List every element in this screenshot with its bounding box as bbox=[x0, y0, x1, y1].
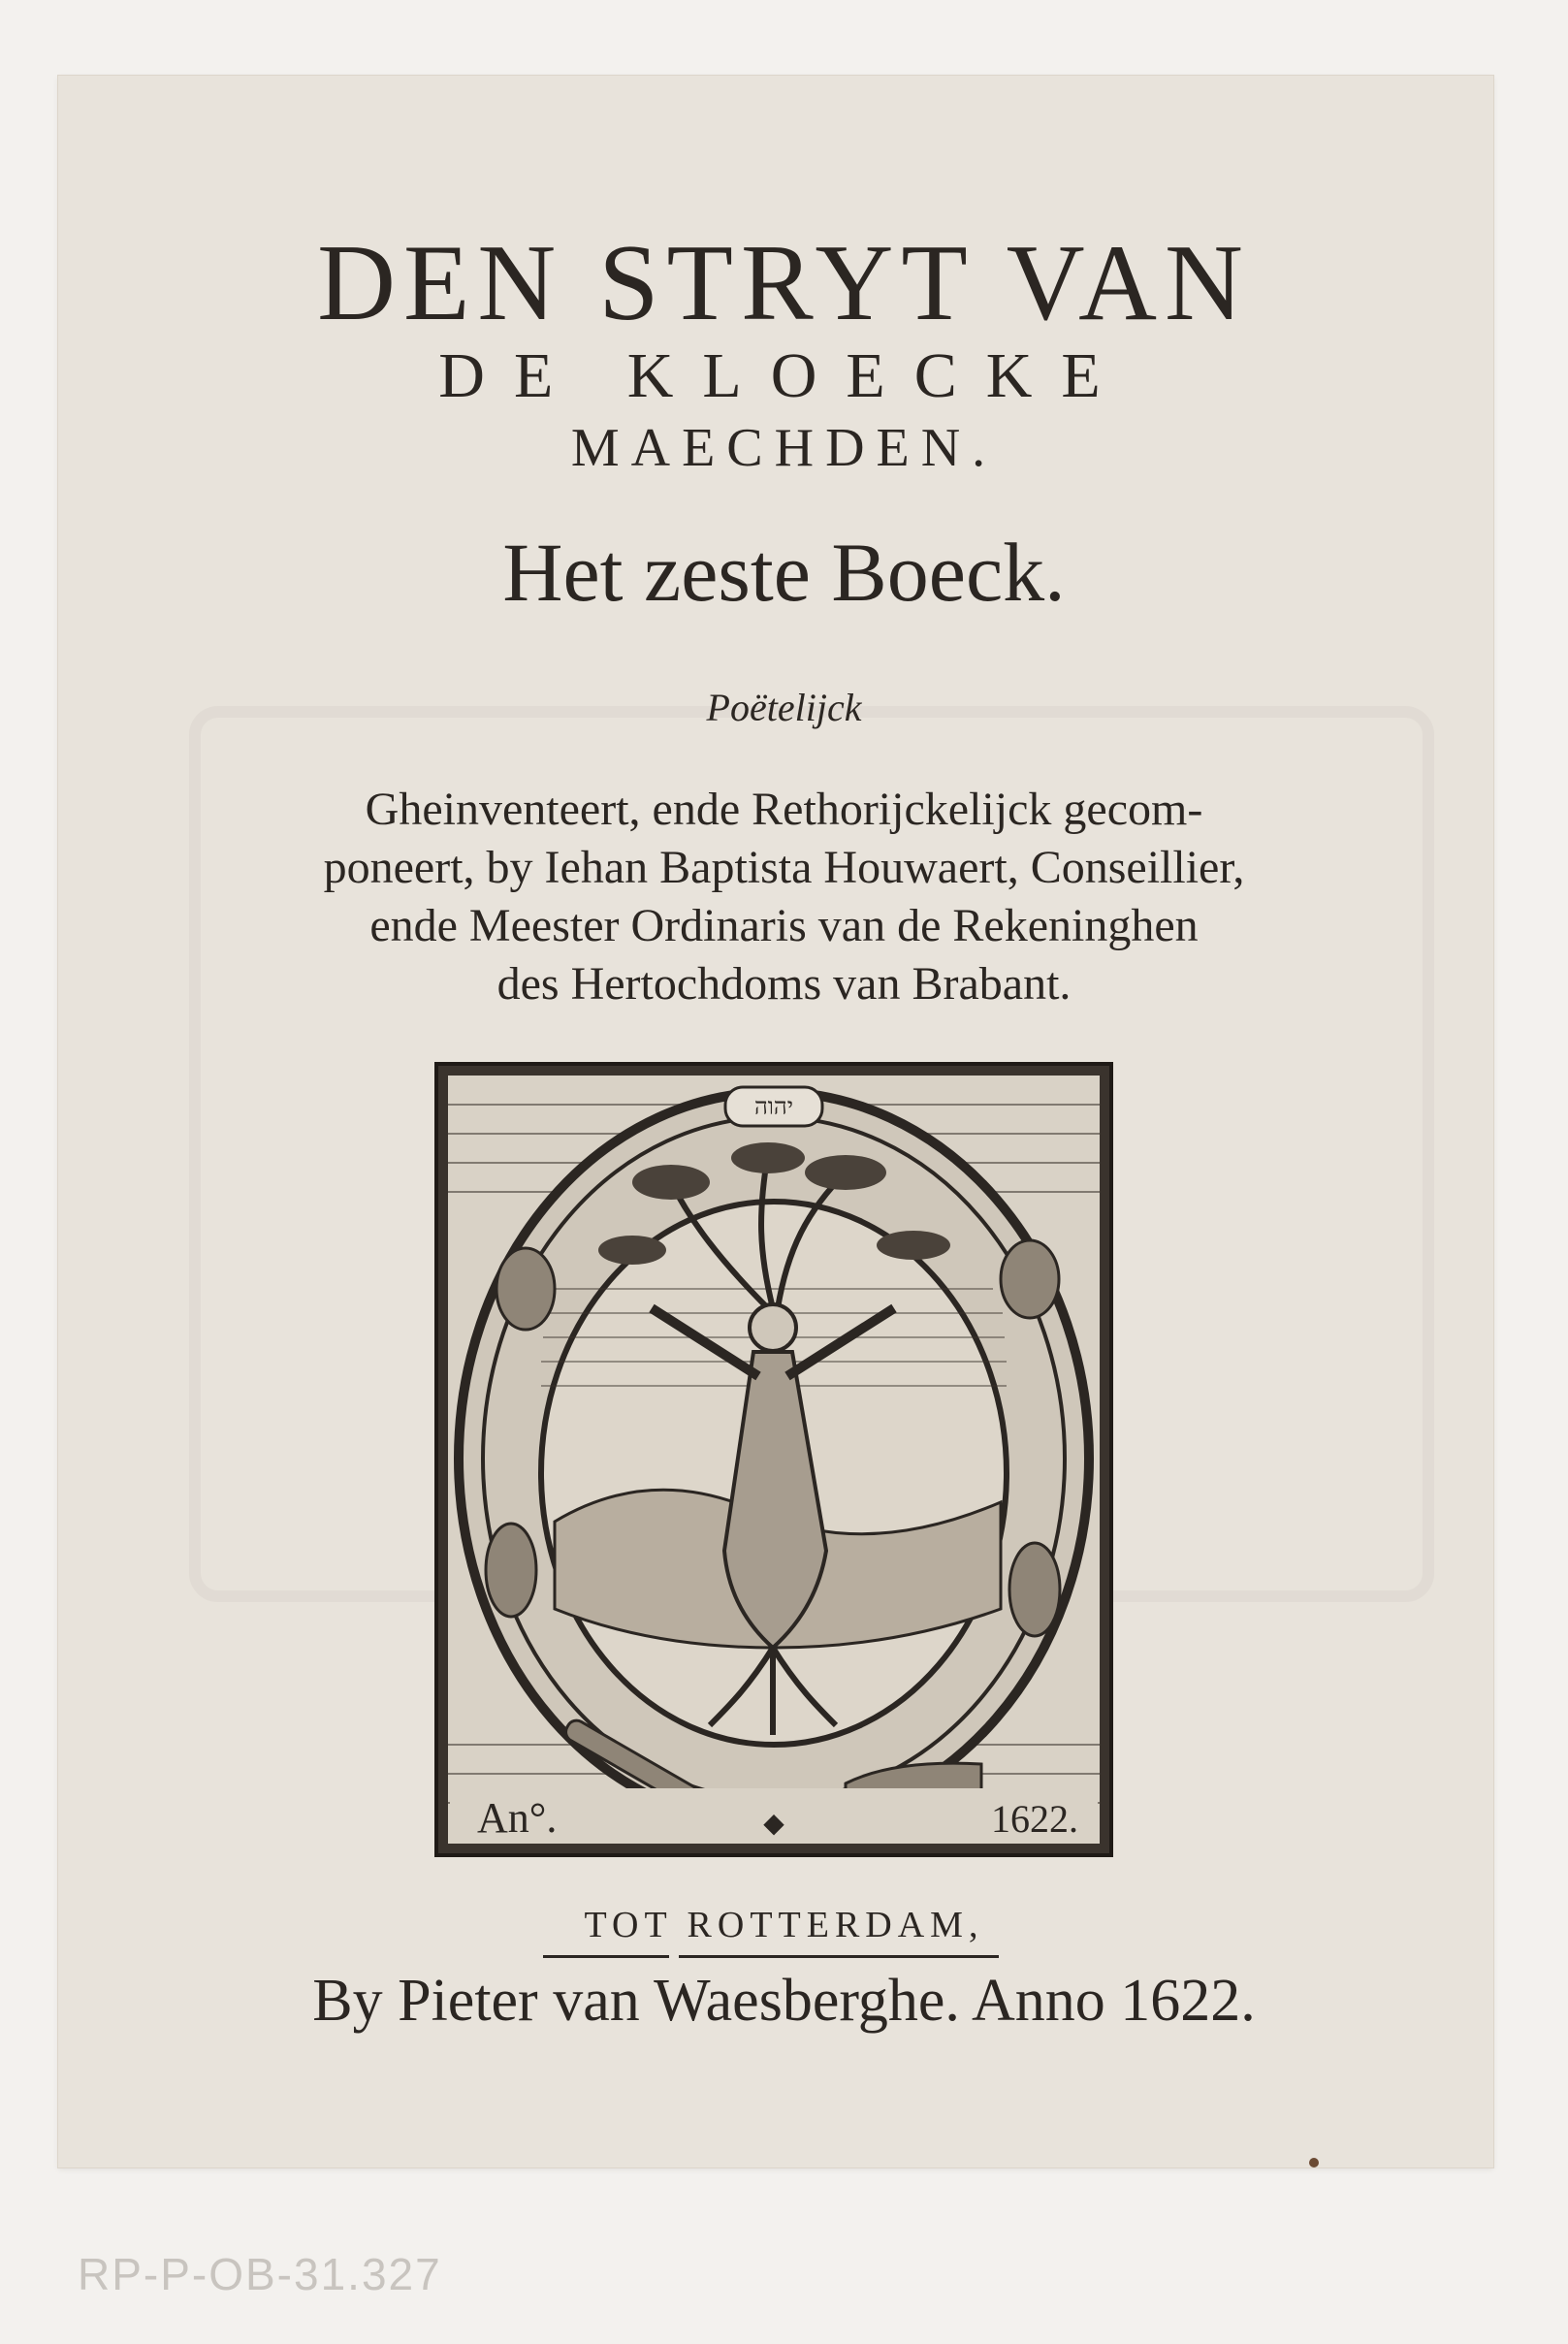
woodcut-caption-left: An°. bbox=[477, 1794, 558, 1842]
book-title: Het zeste Boeck. bbox=[502, 526, 1066, 619]
imprint-printer: By Pieter van Waesberghe. Anno 1622. bbox=[312, 1968, 1256, 2034]
title-line-2: DE KLOECKE bbox=[438, 340, 1130, 411]
author-line-2: poneert, by Iehan Baptista Houwaert, Conseillier, bbox=[323, 842, 1245, 893]
author-line-1: Gheinventeert, ende Rethorijckelijck gecom- bbox=[365, 784, 1203, 835]
rule-left bbox=[543, 1955, 669, 1958]
woodcut-image bbox=[438, 1066, 1109, 1853]
title-line-3: MAECHDEN. bbox=[570, 418, 998, 478]
ink-spot bbox=[1309, 2158, 1319, 2167]
subtitle: Poëtelijck bbox=[706, 686, 862, 729]
woodcut-illustration bbox=[434, 1062, 1113, 1857]
title-line-1: DEN STRYT VAN bbox=[317, 223, 1251, 343]
rule-right bbox=[679, 1955, 999, 1958]
author-line-3: ende Meester Ordinaris van de Rekeninghen bbox=[369, 900, 1199, 951]
author-statement bbox=[0, 781, 1568, 1013]
woodcut-center-mark: ◆ bbox=[763, 1807, 784, 1839]
accession-number: RP-P-OB-31.327 bbox=[78, 2249, 442, 2299]
woodcut-caption-right: 1622. bbox=[991, 1797, 1078, 1841]
author-line-4: des Hertochdoms van Brabant. bbox=[496, 958, 1072, 1010]
woodcut-inscription: יהוה bbox=[753, 1093, 794, 1120]
imprint-place: TOT ROTTERDAM, bbox=[584, 1905, 984, 1945]
